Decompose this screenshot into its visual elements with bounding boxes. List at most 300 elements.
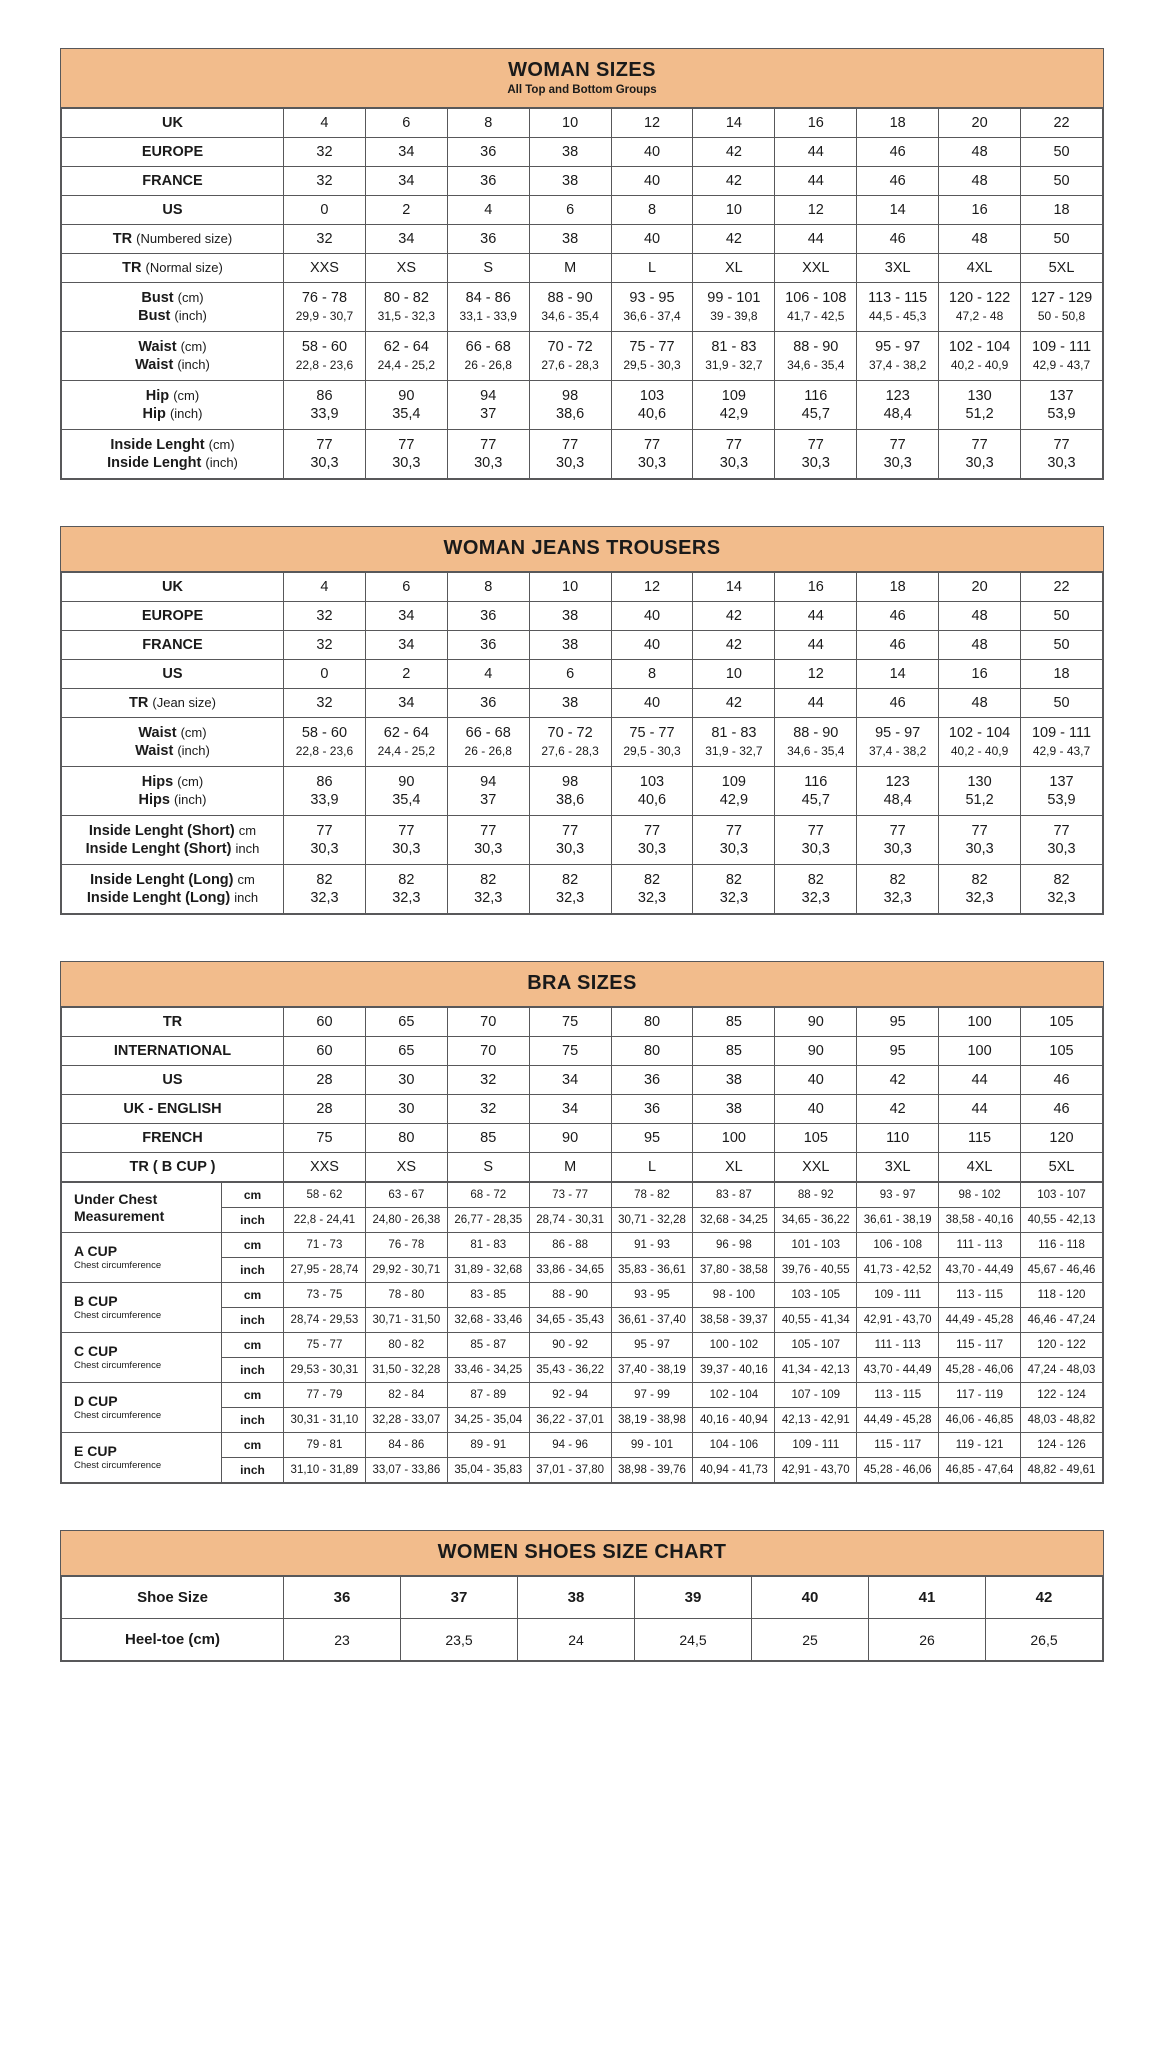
row-label [62, 332, 284, 357]
cell: 44,5 - 45,3 [857, 307, 939, 332]
cell: 102 - 104 [939, 718, 1021, 743]
cell: 105 [1021, 1037, 1103, 1066]
cell: 80 - 82 [365, 283, 447, 308]
table-row [62, 1183, 1103, 1208]
row-label [62, 1095, 284, 1124]
cell: 40,2 - 40,9 [939, 742, 1021, 767]
woman-sizes-header [61, 49, 1103, 108]
cell: 38 [693, 1095, 775, 1124]
row-label-text: Inside Lenght (Long) [90, 872, 234, 888]
row-label [62, 718, 284, 743]
cell: 12 [775, 196, 857, 225]
cell: 30,3 [693, 454, 775, 479]
cell: 102 - 104 [939, 332, 1021, 357]
cell: 28 [284, 1095, 366, 1124]
cell: 16 [775, 573, 857, 602]
cell: 30 [365, 1066, 447, 1095]
cell: 42 [693, 631, 775, 660]
row-label [62, 865, 284, 890]
cell: 41,7 - 42,5 [775, 307, 857, 332]
cell: 77 [939, 816, 1021, 841]
cell: 50 [1021, 602, 1103, 631]
cell: 77 [857, 430, 939, 455]
cell: 31,9 - 32,7 [693, 742, 775, 767]
table-row [62, 1333, 1103, 1358]
row-label-text: Hips [141, 774, 174, 790]
row-label-text: UK [162, 579, 183, 595]
cell: XS [365, 254, 447, 283]
cell: 120 [1021, 1124, 1103, 1153]
cell: 3XL [857, 1153, 939, 1182]
table-row [62, 573, 1103, 602]
cell: 34 [365, 167, 447, 196]
cell: 32,3 [857, 889, 939, 914]
cell: 40 [611, 167, 693, 196]
cell: 10 [529, 573, 611, 602]
cell: 32 [284, 689, 366, 718]
cell: 115 - 117 [857, 1433, 939, 1458]
table-row [62, 225, 1103, 254]
table-row [62, 1233, 1103, 1258]
cell: 38,19 - 38,98 [611, 1408, 693, 1433]
cell: 82 [529, 865, 611, 890]
row-label-text: UK [162, 115, 183, 131]
row-label [62, 1433, 222, 1483]
cell: 32,3 [693, 889, 775, 914]
row-label [62, 109, 284, 138]
table-row [62, 1577, 1103, 1619]
cell: 48,4 [857, 405, 939, 430]
cell: 34 [365, 602, 447, 631]
cell: 30,3 [611, 840, 693, 865]
cell: 88 - 92 [775, 1183, 857, 1208]
row-label [62, 1619, 284, 1661]
cell: 109 - 111 [1021, 332, 1103, 357]
cell: S [447, 1153, 529, 1182]
cell: 93 - 95 [611, 283, 693, 308]
unit-cell: cm [222, 1183, 284, 1208]
cell: 111 - 113 [857, 1333, 939, 1358]
cell: 98 - 102 [939, 1183, 1021, 1208]
row-label [62, 1124, 284, 1153]
cell: 42,9 [693, 405, 775, 430]
cell: 47,2 - 48 [939, 307, 1021, 332]
cell: 90 - 92 [529, 1333, 611, 1358]
section-title: WOMEN SHOES SIZE CHART [437, 1541, 727, 1563]
table-row [62, 1433, 1103, 1458]
cell: 28,74 - 29,53 [284, 1308, 366, 1333]
cell: 88 - 90 [529, 283, 611, 308]
cell: 32 [284, 167, 366, 196]
cell: 75 [284, 1124, 366, 1153]
cell: 48 [939, 225, 1021, 254]
row-label [62, 602, 284, 631]
cell: 82 [365, 865, 447, 890]
cell: 32,3 [939, 889, 1021, 914]
cell: 32,3 [365, 889, 447, 914]
cell: 77 [611, 816, 693, 841]
cell: 119 - 121 [939, 1433, 1021, 1458]
row-label-text: Bust [138, 308, 171, 324]
unit-cell: cm [222, 1433, 284, 1458]
cell: XXS [284, 1153, 366, 1182]
cell: 83 - 85 [447, 1283, 529, 1308]
cell: 28 [284, 1066, 366, 1095]
cell: 95 [857, 1008, 939, 1037]
cell: 6 [529, 660, 611, 689]
cell: 44 [775, 602, 857, 631]
cell: 44 [775, 167, 857, 196]
cell: 75 - 77 [611, 332, 693, 357]
cell: 77 [775, 816, 857, 841]
cell: 44 [775, 225, 857, 254]
cell: 40 [611, 631, 693, 660]
cell: 6 [365, 109, 447, 138]
row-unit-text: (cm) [180, 339, 207, 354]
cell: 40 [775, 1095, 857, 1124]
cell: 32,68 - 33,46 [447, 1308, 529, 1333]
cell: 36 [447, 167, 529, 196]
row-label-text: Bust [141, 290, 174, 306]
row-label-sub: Chest circumference [74, 1410, 162, 1422]
cell: 95 [611, 1124, 693, 1153]
cell: 14 [857, 196, 939, 225]
cell: 32,3 [775, 889, 857, 914]
cell: 34 [529, 1066, 611, 1095]
cell: 31,10 - 31,89 [284, 1458, 366, 1483]
cell: 50 [1021, 167, 1103, 196]
cell: 86 [284, 767, 366, 792]
row-label-text: Inside Lenght [107, 455, 202, 471]
cell: 42 [693, 225, 775, 254]
row-label-text: Inside Lenght (Short) [88, 823, 235, 839]
cell: 80 [365, 1124, 447, 1153]
cell: 107 - 109 [775, 1383, 857, 1408]
cell: 103 - 105 [775, 1283, 857, 1308]
cell: 48 [939, 689, 1021, 718]
table-row [62, 254, 1103, 283]
cell: 30,3 [611, 454, 693, 479]
cell: 71 - 73 [284, 1233, 366, 1258]
cell: 87 - 89 [447, 1383, 529, 1408]
cell: 46,85 - 47,64 [939, 1458, 1021, 1483]
cell: 97 - 99 [611, 1383, 693, 1408]
cell: 137 [1021, 381, 1103, 406]
cell: 8 [611, 660, 693, 689]
cell: 18 [857, 573, 939, 602]
cell: 137 [1021, 767, 1103, 792]
cell: 35,04 - 35,83 [447, 1458, 529, 1483]
cell: 123 [857, 381, 939, 406]
cell: 44,49 - 45,28 [939, 1308, 1021, 1333]
cell: 93 - 95 [611, 1283, 693, 1308]
cell: 70 - 72 [529, 718, 611, 743]
table-row [62, 1008, 1103, 1037]
cell: 109 - 111 [775, 1433, 857, 1458]
cell: 39,37 - 40,16 [693, 1358, 775, 1383]
cell: 3XL [857, 254, 939, 283]
cell: 106 - 108 [857, 1233, 939, 1258]
cell: 37,40 - 38,19 [611, 1358, 693, 1383]
cell: 79 - 81 [284, 1433, 366, 1458]
cell: 30,3 [857, 454, 939, 479]
row-label-text: FRANCE [142, 637, 203, 653]
woman-jeans-table [61, 572, 1103, 914]
cell: 38,58 - 39,37 [693, 1308, 775, 1333]
cell: 109 - 111 [1021, 718, 1103, 743]
row-label [62, 1153, 284, 1182]
row-label-text: Inside Lenght (Long) [86, 890, 231, 906]
cell: 84 - 86 [447, 283, 529, 308]
unit-cell: cm [222, 1333, 284, 1358]
cell: 34,6 - 35,4 [529, 307, 611, 332]
cell: 77 [284, 430, 366, 455]
cell: 94 - 96 [529, 1433, 611, 1458]
cell: 120 - 122 [1021, 1333, 1103, 1358]
row-unit-text: (Normal size) [145, 260, 223, 275]
row-label [62, 840, 284, 865]
row-label-text: US [162, 202, 183, 218]
bra-detail-table [61, 1182, 1103, 1483]
row-label [62, 1577, 284, 1619]
cell: 63 - 67 [365, 1183, 447, 1208]
cell: 30,3 [365, 840, 447, 865]
row-label-text: TR [129, 695, 149, 711]
unit-cell: inch [222, 1458, 284, 1483]
cell: 77 [939, 430, 1021, 455]
cell: 33,1 - 33,9 [447, 307, 529, 332]
row-label [62, 283, 284, 308]
cell: 34 [365, 631, 447, 660]
cell: 70 [447, 1037, 529, 1066]
cell: 50 - 50,8 [1021, 307, 1103, 332]
table-row [62, 889, 1103, 914]
row-label-text: FRANCE [142, 173, 203, 189]
cell: 36 [611, 1095, 693, 1124]
cell: 42,91 - 43,70 [857, 1308, 939, 1333]
cell: 105 [775, 1124, 857, 1153]
row-label-text: Waist [135, 743, 174, 759]
cell: 32,3 [529, 889, 611, 914]
cell: 26,77 - 28,35 [447, 1208, 529, 1233]
cell: 23 [284, 1619, 401, 1661]
cell: 42 [693, 689, 775, 718]
cell: 80 - 82 [365, 1333, 447, 1358]
cell: XXL [775, 1153, 857, 1182]
women-shoes-header [61, 1531, 1103, 1576]
cell: 113 - 115 [857, 283, 939, 308]
cell: 14 [693, 573, 775, 602]
cell: 30,3 [939, 840, 1021, 865]
table-row [62, 742, 1103, 767]
cell: 27,6 - 28,3 [529, 742, 611, 767]
cell: 82 [693, 865, 775, 890]
row-label-text: Waist [138, 339, 177, 355]
cell: 26 - 26,8 [447, 742, 529, 767]
cell: 90 [775, 1008, 857, 1037]
row-label [62, 767, 284, 792]
table-row [62, 631, 1103, 660]
cell: 86 - 88 [529, 1233, 611, 1258]
row-label-text: E CUP [74, 1443, 117, 1460]
cell: 36,61 - 37,40 [611, 1308, 693, 1333]
cell: 24,4 - 25,2 [365, 356, 447, 381]
cell: 116 - 118 [1021, 1233, 1103, 1258]
cell: 110 [857, 1124, 939, 1153]
cell: 46 [857, 631, 939, 660]
cell: 77 [447, 816, 529, 841]
cell: 22,8 - 23,6 [284, 742, 366, 767]
cell: 94 [447, 767, 529, 792]
cell: 37 [447, 791, 529, 816]
cell: 37,01 - 37,80 [529, 1458, 611, 1483]
row-unit-text: (cm) [173, 388, 200, 403]
row-label [62, 1066, 284, 1095]
row-label-text: Under Chest [74, 1190, 158, 1207]
cell: 20 [939, 109, 1021, 138]
cell: 14 [693, 109, 775, 138]
cell: 27,95 - 28,74 [284, 1258, 366, 1283]
cell: 90 [365, 767, 447, 792]
cell: 48 [939, 631, 1021, 660]
cell: 38 [529, 225, 611, 254]
cell: 40 [775, 1066, 857, 1095]
cell: 37 [447, 405, 529, 430]
row-label [62, 1283, 222, 1333]
cell: 24,5 [635, 1619, 752, 1661]
cell: 32 [284, 225, 366, 254]
cell: 24 [518, 1619, 635, 1661]
table-row [62, 332, 1103, 357]
cell: 36 [611, 1066, 693, 1095]
cell: 115 - 117 [939, 1333, 1021, 1358]
cell: 6 [365, 573, 447, 602]
cell: 38 [693, 1066, 775, 1095]
table-row [62, 791, 1103, 816]
cell: 32,68 - 34,25 [693, 1208, 775, 1233]
row-label-text: TR [122, 260, 142, 276]
cell: 103 - 107 [1021, 1183, 1103, 1208]
row-label [62, 689, 284, 718]
cell: 40 [611, 689, 693, 718]
woman-sizes-table [61, 108, 1103, 479]
cell: L [611, 1153, 693, 1182]
cell: 36 [447, 602, 529, 631]
row-label [62, 791, 284, 816]
cell: 48,4 [857, 791, 939, 816]
cell: 12 [611, 573, 693, 602]
women-shoes-table [61, 1576, 1103, 1661]
cell: 2 [365, 196, 447, 225]
cell: 77 [611, 430, 693, 455]
cell: 124 - 126 [1021, 1433, 1103, 1458]
cell: 38,6 [529, 405, 611, 430]
row-label [62, 1333, 222, 1383]
table-row [62, 602, 1103, 631]
row-label [62, 307, 284, 332]
table-row [62, 767, 1103, 792]
bra-sizes-chart [60, 961, 1104, 1484]
cell: 30,3 [529, 454, 611, 479]
cell: 34,65 - 36,22 [775, 1208, 857, 1233]
cell: 30,3 [529, 840, 611, 865]
cell: 32,3 [284, 889, 366, 914]
cell: 26,5 [986, 1619, 1103, 1661]
cell: 6 [529, 196, 611, 225]
cell: 12 [611, 109, 693, 138]
row-unit-text: (inch) [177, 357, 210, 372]
cell: 40,16 - 40,94 [693, 1408, 775, 1433]
row-label-line2: Measurement [74, 1207, 165, 1224]
cell: 120 - 122 [939, 283, 1021, 308]
cell: 68 - 72 [447, 1183, 529, 1208]
cell: 30,3 [284, 454, 366, 479]
cell: 47,24 - 48,03 [1021, 1358, 1103, 1383]
cell: 77 [447, 430, 529, 455]
cell: 5XL [1021, 254, 1103, 283]
cell: 24,4 - 25,2 [365, 742, 447, 767]
cell: 30,71 - 31,50 [365, 1308, 447, 1333]
cell: 106 - 108 [775, 283, 857, 308]
row-label-text: TR [112, 231, 133, 247]
row-label-text: EUROPE [141, 144, 204, 160]
cell: 65 [365, 1037, 447, 1066]
cell: 20 [939, 573, 1021, 602]
row-label [62, 1037, 284, 1066]
cell: 39 [635, 1577, 752, 1619]
cell: 4XL [939, 1153, 1021, 1182]
cell: 90 [365, 381, 447, 406]
unit-cell: inch [222, 1408, 284, 1433]
row-label [62, 889, 284, 914]
cell: 102 - 104 [693, 1383, 775, 1408]
row-label [62, 816, 284, 841]
cell: 45,7 [775, 791, 857, 816]
row-unit-text: inch [234, 890, 259, 905]
cell: 37,4 - 38,2 [857, 742, 939, 767]
unit-cell: cm [222, 1383, 284, 1408]
row-label-text: INTERNATIONAL [113, 1043, 232, 1059]
row-label-text: Hips [138, 792, 170, 808]
cell: 116 [775, 767, 857, 792]
cell: 29,9 - 30,7 [284, 307, 366, 332]
cell: 16 [939, 196, 1021, 225]
cell: 127 - 129 [1021, 283, 1103, 308]
table-row [62, 1066, 1103, 1095]
cell: 44 [939, 1066, 1021, 1095]
cell: 36 [447, 689, 529, 718]
cell: 62 - 64 [365, 718, 447, 743]
woman-jeans-trousers-chart [60, 526, 1104, 915]
cell: 46 [857, 167, 939, 196]
cell: L [611, 254, 693, 283]
cell: 36 [284, 1577, 401, 1619]
row-label-text: US [162, 666, 183, 682]
cell: 45,67 - 46,46 [1021, 1258, 1103, 1283]
cell: 77 [284, 816, 366, 841]
row-label-text: Waist [138, 725, 177, 741]
cell: 44 [775, 689, 857, 718]
cell: 10 [693, 196, 775, 225]
unit-cell: inch [222, 1258, 284, 1283]
unit-cell: inch [222, 1308, 284, 1333]
row-unit-text: inch [235, 841, 260, 856]
row-unit-text: (inch) [177, 743, 210, 758]
section-title: BRA SIZES [527, 972, 637, 994]
cell: 45,7 [775, 405, 857, 430]
cell: 76 - 78 [284, 283, 366, 308]
row-label-sub: Chest circumference [74, 1460, 162, 1472]
